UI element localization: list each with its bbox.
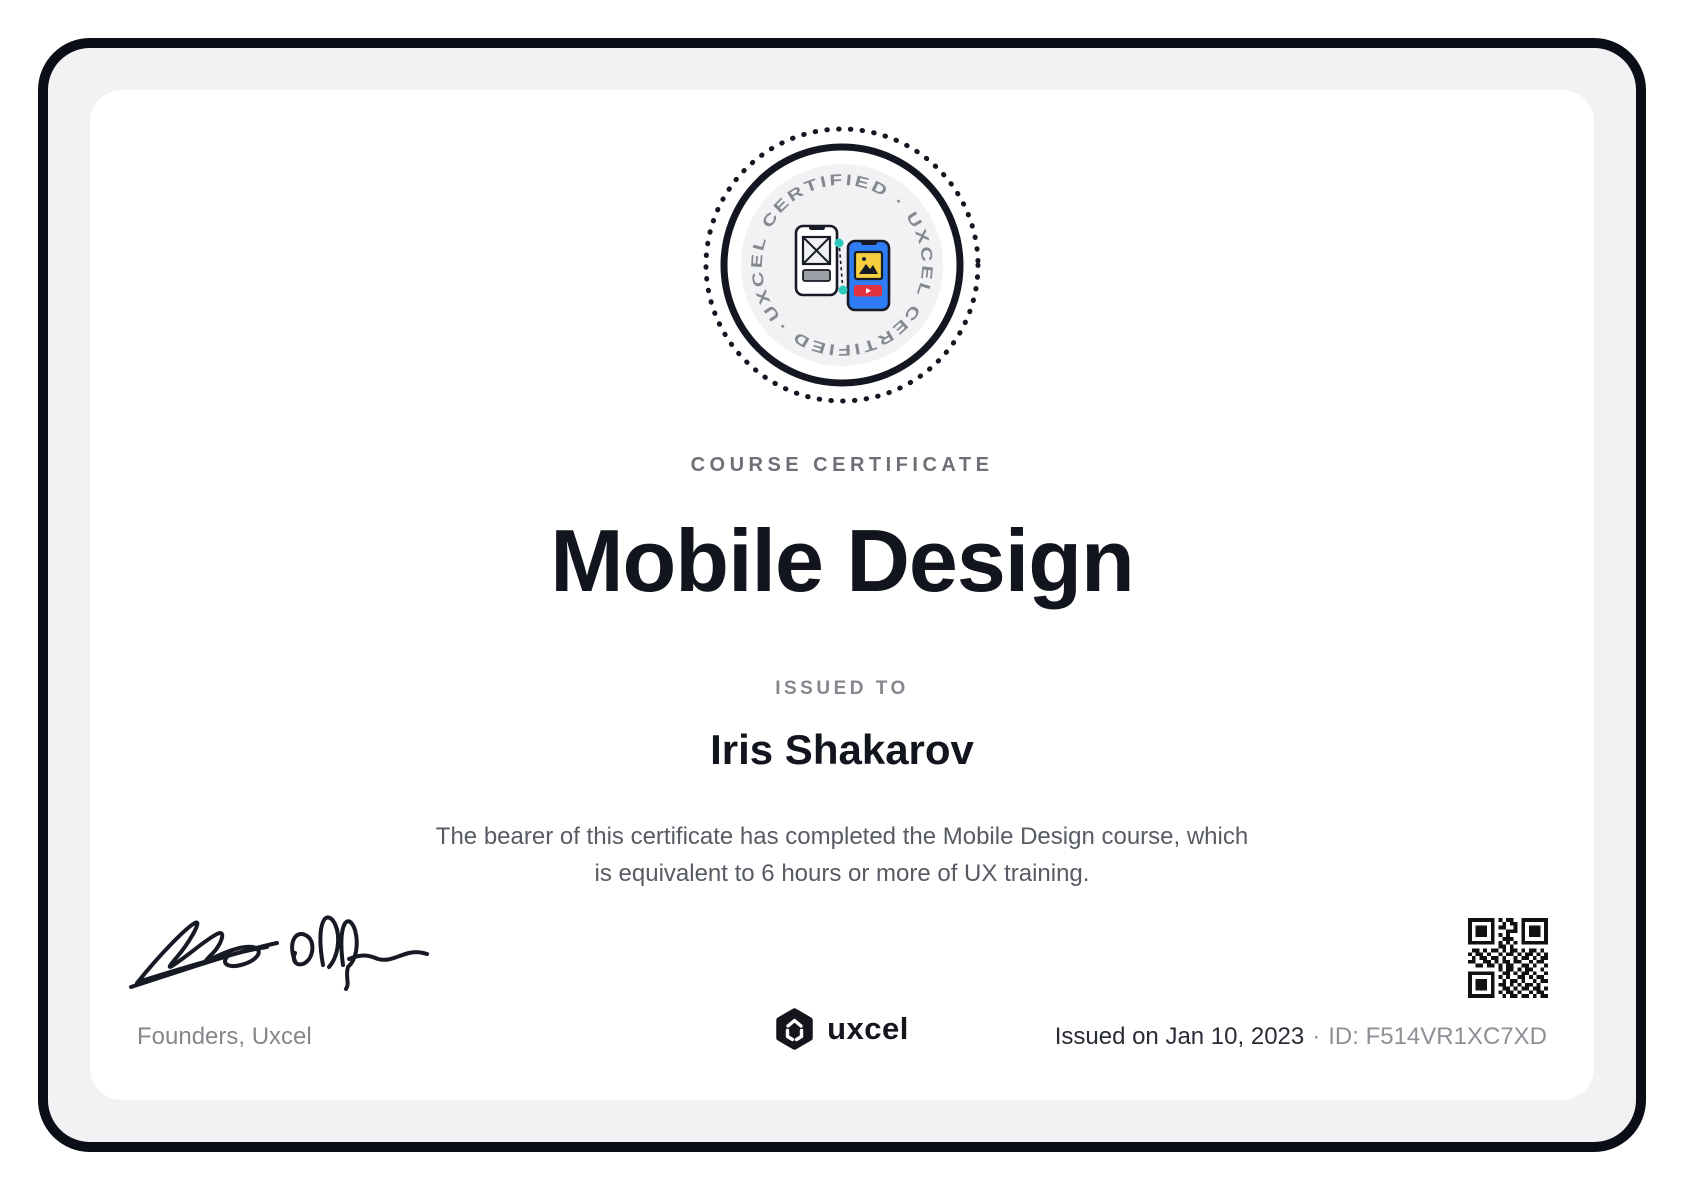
qr-code [1468, 918, 1548, 998]
issued-on-date: Issued on Jan 10, 2023 [1054, 1023, 1305, 1050]
issued-to-label: ISSUED TO [775, 678, 909, 699]
qr-code-svg [1468, 918, 1548, 998]
badge-inner-disc [741, 164, 943, 366]
issue-separator: · [1312, 1023, 1321, 1050]
uxcel-certified-badge-seal [697, 120, 987, 410]
course-certificate-label: COURSE CERTIFICATE [690, 454, 994, 476]
certificate-description [0, 818, 1684, 892]
credential-id: ID: F514VR1XC7XD [1328, 1023, 1547, 1050]
course-title: Mobile Design [550, 511, 1134, 610]
description-line-1: The bearer of this certificate has completed the Mobile Design course, which [435, 823, 1249, 850]
badge-seal-icon [697, 120, 987, 410]
issue-info [1055, 1023, 1547, 1051]
brand-name: uxcel [827, 1011, 909, 1046]
founders-signatures [127, 895, 432, 995]
signatory-label: Founders, Uxcel [137, 1023, 312, 1050]
recipient-name: Iris Shakarov [710, 726, 974, 773]
description-line-2: is equivalent to 6 hours or more of UX training. [594, 860, 1090, 887]
signature-icon [127, 895, 432, 995]
uxcel-logo-icon [775, 1008, 814, 1050]
badge-ring-text: UXCEL CERTIFIED · UXCEL CERTIFIED · [748, 171, 936, 359]
